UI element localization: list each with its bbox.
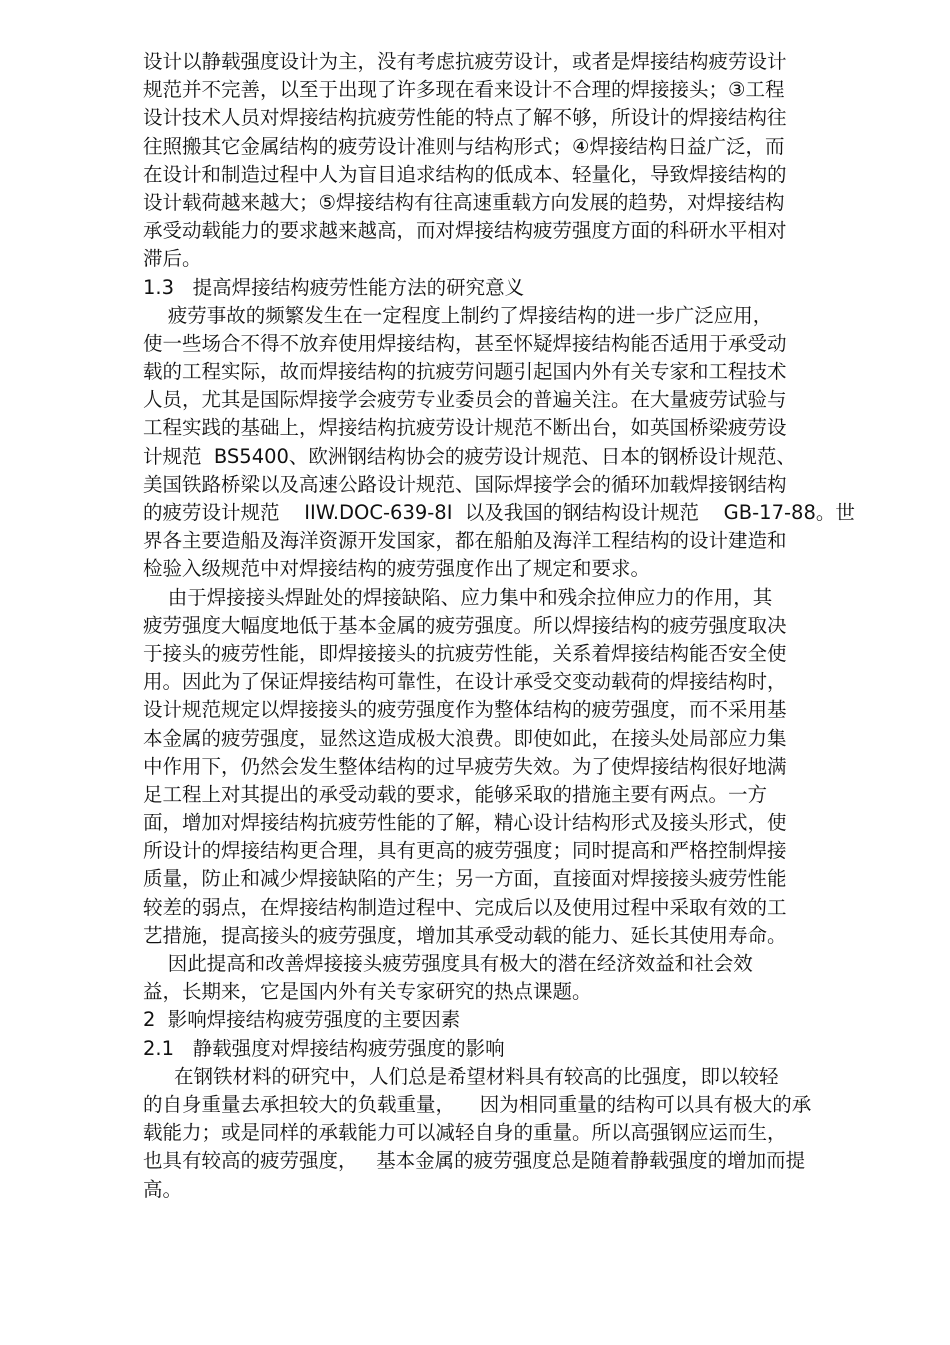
- text-line: 的疲劳设计规范 IIW.DOC-639-8I 以及我国的钢结构设计规范 GB-17-88。世: [143, 501, 855, 524]
- text-line: 质量，防止和减少焊接缺陷的产生；另一方面，直接面对焊接接头疲劳性能: [143, 867, 787, 891]
- section-heading: 1.3 提高焊接结构疲劳性能方法的研究意义: [143, 275, 525, 299]
- text-line: 用。因此为了保证焊接结构可靠性，在设计承受交变动载荷的焊接结构时，: [143, 670, 787, 694]
- text-line: 疲劳强度大幅度地低于基本金属的疲劳强度。所以焊接结构的疲劳强度取决: [143, 613, 787, 637]
- text-line: 在设计和制造过程中人为盲目追求结构的低成本、轻量化，导致焊接结构的: [143, 162, 787, 186]
- text-line: 也具有较高的疲劳强度， 基本金属的疲劳强度总是随着静载强度的增加而提: [143, 1149, 806, 1173]
- subsection-heading: 2.1 静载强度对焊接结构疲劳强度的影响: [143, 1036, 505, 1060]
- text-line: 承受动载能力的要求越来越高，而对焊接结构疲劳强度方面的科研水平相对: [143, 219, 787, 243]
- text-line: 所设计的焊接结构更合理，具有更高的疲劳强度；同时提高和严格控制焊接: [143, 839, 787, 863]
- section-heading: 2 影响焊接结构疲劳强度的主要因素: [143, 1008, 461, 1032]
- text-line: 规范并不完善，以至于出现了许多现在看来设计不合理的焊接接头；③工程: [143, 78, 785, 102]
- text-line: 中作用下，仍然会发生整体结构的过早疲劳失效。为了使焊接结构很好地满: [143, 754, 787, 778]
- text-line: 本金属的疲劳强度，显然这造成极大浪费。即使如此，在接头处局部应力集: [143, 726, 787, 750]
- text-line: 检验入级规范中对焊接结构的疲劳强度作出了规定和要求。: [143, 557, 651, 581]
- text-line: 人员，尤其是国际焊接学会疲劳专业委员会的普遍关注。在大量疲劳试验与: [143, 388, 787, 412]
- document-body: [143, 48, 873, 1204]
- text-line: 于接头的疲劳性能，即焊接接头的抗疲劳性能，关系着焊接结构能否安全使: [143, 641, 787, 665]
- text-line: 较差的弱点，在焊接结构制造过程中、完成后以及使用过程中采取有效的工: [143, 895, 787, 919]
- text-line: 设计规范规定以焊接接头的疲劳强度作为整体结构的疲劳强度，而不采用基: [143, 698, 787, 722]
- text-line: 设计载荷越来越大；⑤焊接结构有往高速重载方向发展的趋势，对焊接结构: [143, 190, 785, 214]
- text-line: 足工程上对其提出的承受动载的要求，能够采取的措施主要有两点。一方: [143, 782, 768, 806]
- text-line: 设计以静载强度设计为主，没有考虑抗疲劳设计，或者是焊接结构疲劳设计: [143, 50, 787, 73]
- text-line: 的自身重量去承担较大的负载重量， 因为相同重量的结构可以具有极大的承: [143, 1092, 812, 1116]
- text-line: 在钢铁材料的研究中，人们总是希望材料具有较高的比强度，即以较轻: [143, 1064, 779, 1088]
- text-line: 界各主要造船及海洋资源开发国家，都在船舶及海洋工程结构的设计建造和: [143, 529, 787, 553]
- text-line: 美国铁路桥梁以及高速公路设计规范、国际焊接学会的循环加载焊接钢结构: [143, 472, 787, 496]
- text-line: 因此提高和改善焊接接头疲劳强度具有极大的潜在经济效益和社会效: [143, 952, 753, 975]
- text-line: 高。: [143, 1177, 183, 1201]
- text-line: 载的工程实际，故而焊接结构的抗疲劳问题引起国内外有关专家和工程技术: [143, 360, 787, 384]
- text-line: 由于焊接接头焊趾处的焊接缺陷、应力集中和残余拉伸应力的作用，其: [143, 585, 773, 609]
- text-line: 设计技术人员对焊接结构抗疲劳性能的特点了解不够，所设计的焊接结构往: [143, 106, 787, 130]
- text-line: 使一些场合不得不放弃使用焊接结构，甚至怀疑焊接结构能否适用于承受动: [143, 331, 787, 355]
- text-line: 面，增加对焊接结构抗疲劳性能的了解，精心设计结构形式及接头形式，使: [143, 811, 787, 835]
- text-line: 往照搬其它金属结构的疲劳设计准则与结构形式；④焊接结构日益广泛，而: [143, 134, 785, 158]
- text-line: 滞后。: [143, 247, 202, 271]
- text-line: 载能力；或是同样的承载能力可以减轻自身的重量。所以高强钢应运而生，: [143, 1121, 787, 1145]
- text-line: 工程实践的基础上，焊接结构抗疲劳设计规范不断出台，如英国桥梁疲劳设: [143, 416, 787, 440]
- text-line: 计规范 BS5400、欧洲钢结构协会的疲劳设计规范、日本的钢桥设计规范、: [143, 444, 796, 468]
- text-line: 益，长期来，它是国内外有关专家研究的热点课题。: [143, 980, 592, 1004]
- text-line: 疲劳事故的频繁发生在一定程度上制约了焊接结构的进一步广泛应用，: [143, 303, 773, 327]
- text-line: 艺措施，提高接头的疲劳强度，增加其承受动载的能力、延长其使用寿命。: [143, 923, 787, 947]
